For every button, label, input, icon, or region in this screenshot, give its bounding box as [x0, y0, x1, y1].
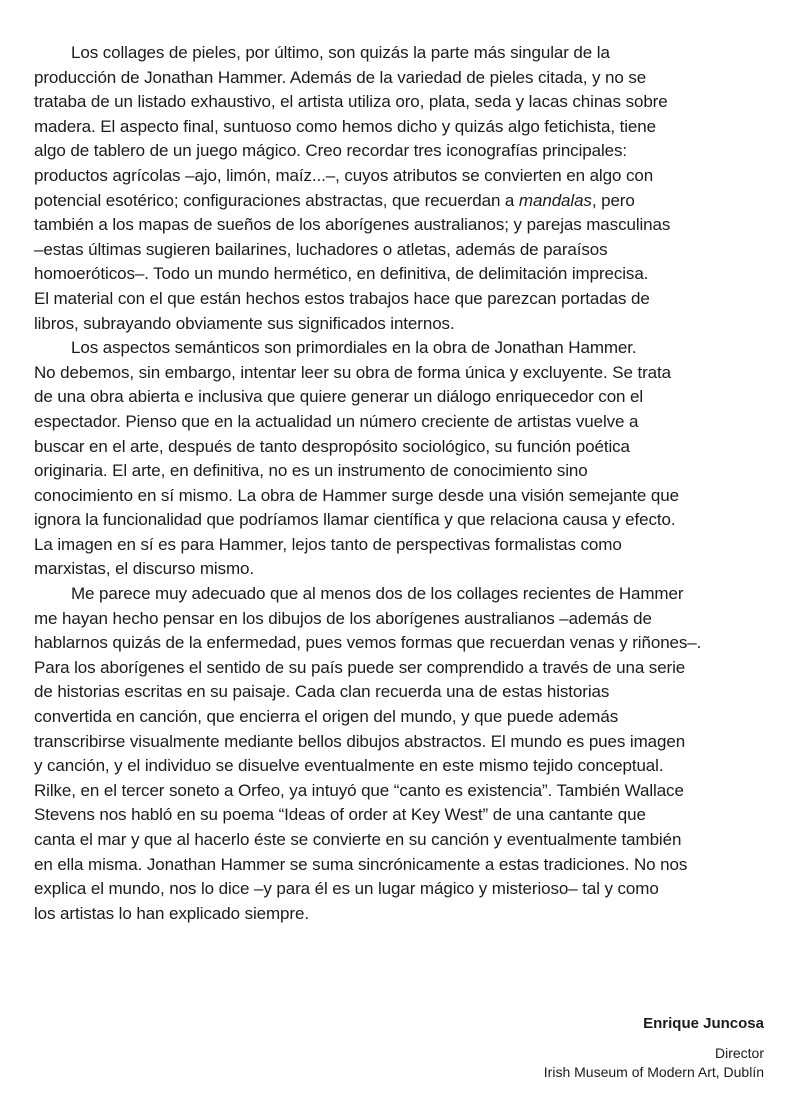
paragraph-1-line: productos agrícolas –ajo, limón, maíz...–, cuyos atributos se convierten en algo con [34, 165, 654, 185]
paragraph-2-line: de una obra abierta e inclusiva que quiere generar un diálogo enriquecedor con el [34, 387, 644, 407]
paragraph-1-line: algo de tablero de un juego mágico. Creo recordar tres iconografías principales: [34, 141, 628, 161]
author-institution: Irish Museum of Modern Art, Dublín [543, 1064, 764, 1080]
paragraph-2-line: ignora la funcionalidad que podríamos llamar científica y que relaciona causa y efecto. [34, 510, 676, 530]
paragraph-3-line: y canción, y el individuo se disuelve eventualmente en este mismo tejido conceptual. [34, 756, 664, 776]
paragraph-3-line: hablarnos quizás de la enfermedad, pues vemos formas que recuerdan venas y riñones–. [34, 633, 702, 653]
paragraph-2-line: La imagen en sí es para Hammer, lejos tanto de perspectivas formalistas como [34, 534, 622, 554]
paragraph-3-line: en ella misma. Jonathan Hammer se suma sincrónicamente a estas tradiciones. No nos [34, 854, 688, 874]
line-text: , pero [591, 190, 635, 210]
paragraph-3-line: Para los aborígenes el sentido de su país puede ser comprendido a través de una serie [34, 657, 686, 677]
signature-block [544, 1014, 764, 1082]
paragraph-3-line: los artistas lo han explicado siempre. [34, 903, 309, 923]
paragraph-2-line: No debemos, sin embargo, intentar leer su obra de forma única y excluyente. Se trata [34, 362, 672, 382]
paragraph-2-line: buscar en el arte, después de tanto despropósito sociológico, su función poética [34, 436, 630, 456]
paragraph-1-line: también a los mapas de sueños de los aborígenes australianos; y parejas masculinas [34, 215, 671, 235]
paragraph-3-line: de historias escritas en su paisaje. Cada clan recuerda una de estas historias [34, 682, 610, 702]
paragraph-2-line: originaria. El arte, en definitiva, no es un instrumento de conocimiento sino [34, 461, 588, 481]
italic-term: mandalas [518, 190, 592, 210]
paragraph-1-line: –estas últimas sugieren bailarines, luchadores o atletas, además de paraísos [34, 239, 608, 259]
paragraph-3-line: me hayan hecho pensar en los dibujos de los aborígenes australianos –además de [34, 608, 652, 628]
paragraph-2-line: marxistas, el discurso mismo. [34, 559, 255, 579]
paragraph-2-line: conocimiento en sí mismo. La obra de Hammer surge desde una visión semejante que [34, 485, 679, 505]
paragraph-3-line: transcribirse visualmente mediante bellos dibujos abstractos. El mundo es pues imagen [34, 731, 686, 751]
paragraph-1-line: libros, subrayando obviamente sus significados internos. [34, 313, 455, 333]
paragraph-3-line: Stevens nos habló en su poema “Ideas of order at Key West” de una cantante que [34, 805, 646, 825]
paragraph-1-line: El material con el que están hechos estos trabajos hace que parezcan portadas de [34, 288, 650, 308]
author-name: Enrique Juncosa [643, 1015, 764, 1032]
paragraph-3-line: explica el mundo, nos lo dice –y para él es un lugar mágico y misterioso– tal y como [34, 879, 659, 899]
paragraph-1-line: producción de Jonathan Hammer. Además de la variedad de pieles citada, y no se [34, 67, 647, 87]
author-role: Director [714, 1045, 764, 1061]
paragraph-1-line: madera. El aspecto final, suntuoso como hemos dicho y quizás algo fetichista, tiene [34, 116, 656, 136]
line-text: potencial esotérico; configuraciones abstractas, que recuerdan a [34, 190, 519, 210]
paragraph-1-line: trataba de un listado exhaustivo, el artista utiliza oro, plata, seda y lacas chinas sobre [34, 92, 668, 112]
paragraph-1-line: Los collages de pieles, por último, son quizás la parte más singular de la [71, 43, 610, 62]
essay-body [34, 41, 774, 926]
paragraph-1-line: homoeróticos–. Todo un mundo hermético, en definitiva, de delimitación imprecisa. [34, 264, 649, 284]
paragraph-3-line: canta el mar y que al hacerlo éste se convierte en su canción y eventualmente también [34, 830, 682, 849]
paragraph-2-line: Los aspectos semánticos son primordiales en la obra de Jonathan Hammer. [71, 338, 637, 358]
paragraph-1-line [34, 189, 774, 214]
paragraph-2-line: espectador. Pienso que en la actualidad un número creciente de artistas vuelve a [34, 411, 639, 431]
paragraph-3-line: convertida en canción, que encierra el origen del mundo, y que puede además [34, 707, 619, 727]
paragraph-3-line: Rilke, en el tercer soneto a Orfeo, ya intuyó que “canto es existencia”. También Wallace [34, 780, 684, 800]
paragraph-3-line: Me parece muy adecuado que al menos dos de los collages recientes de Hammer [71, 584, 684, 604]
